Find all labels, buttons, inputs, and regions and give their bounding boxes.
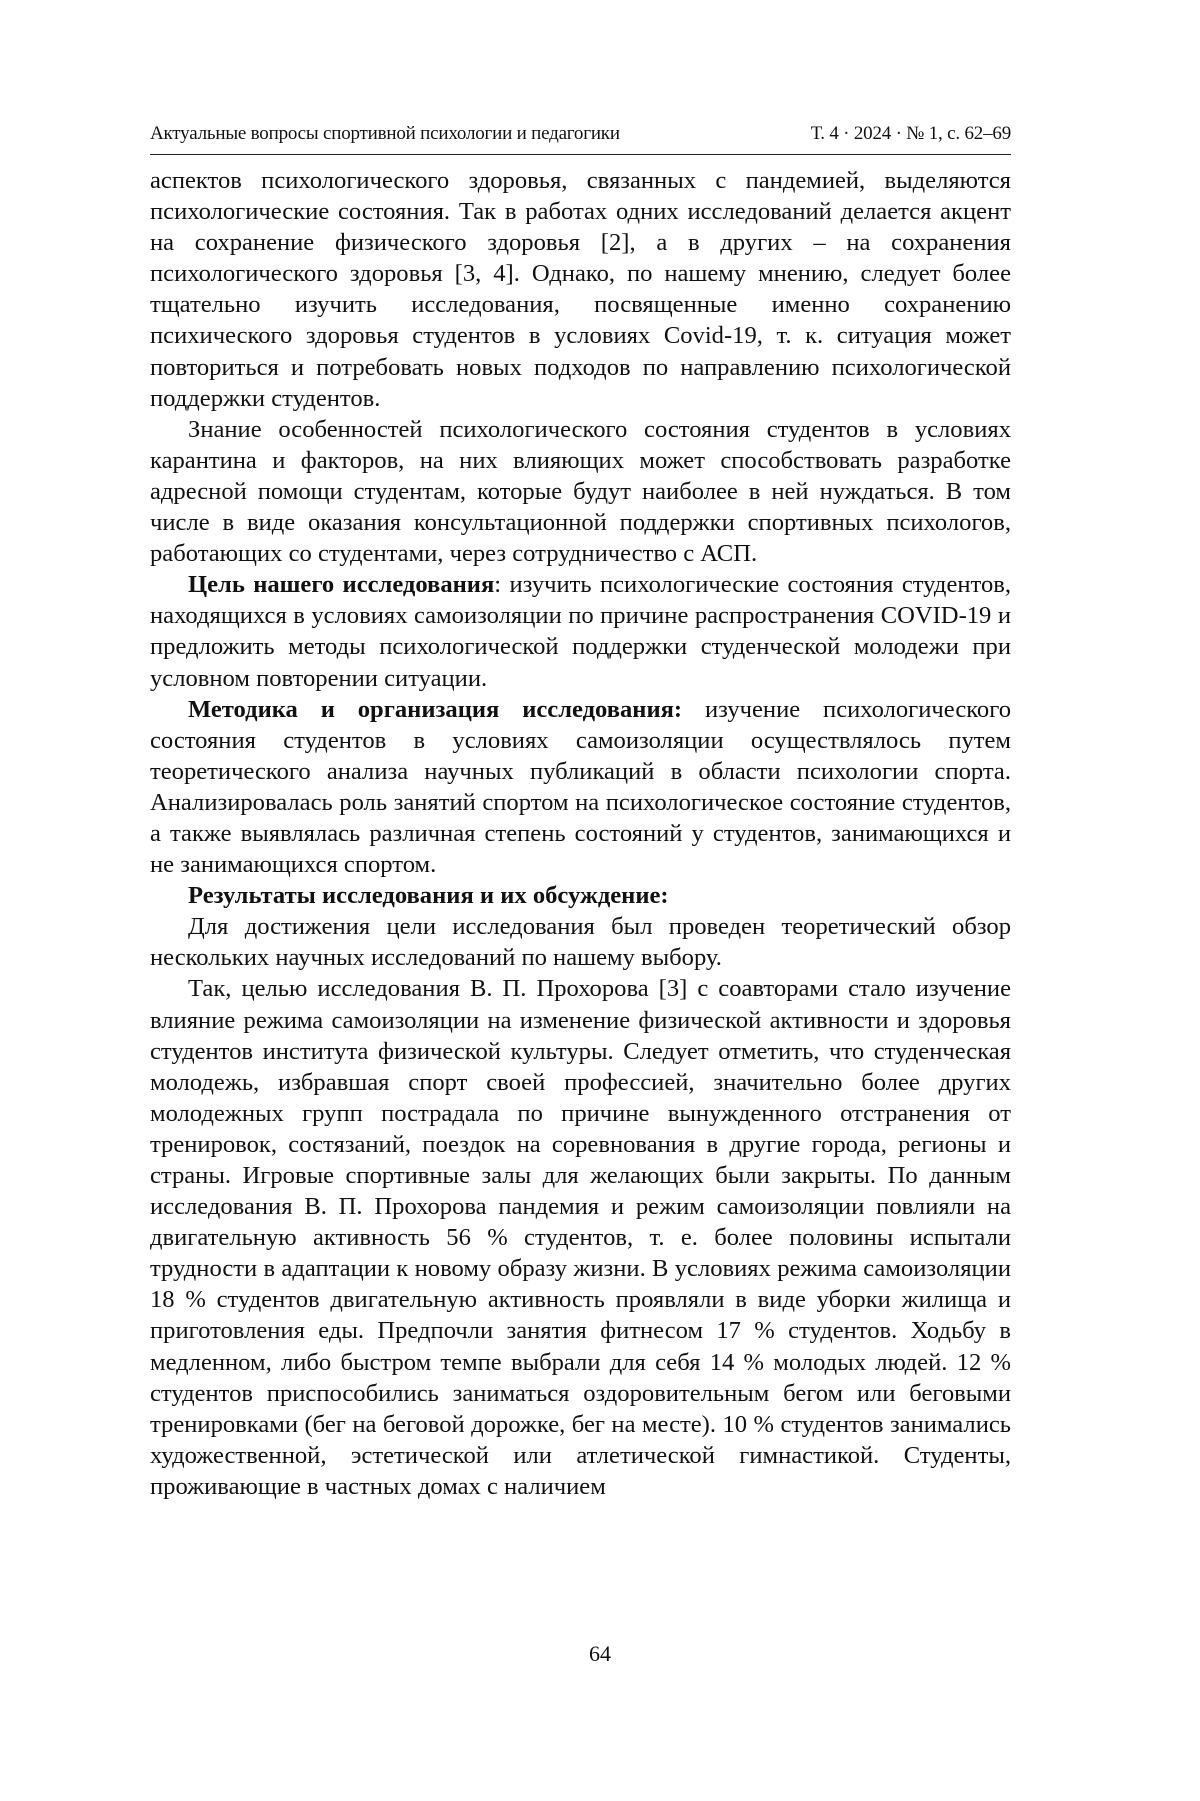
section-heading-results: Результаты исследования и их обсуждение: (188, 882, 669, 910)
paragraph-results-heading (150, 880, 1011, 911)
paragraph-text: : изучить психологические состояния студентов, находящихся в условиях самоизоляции по причине распространения COVID-19 и предложить методы психологической поддержки студенческой молодежи при условном повторении ситуации. (150, 571, 1012, 692)
paragraph (150, 973, 1011, 1502)
section-heading-goal: Цель нашего исследования (188, 571, 495, 599)
paragraph-text: Знание особенностей психологического состояния студентов в условиях карантина и факторов, на них влияющих может способствовать разработке адресной помощи студентам, которые будут наиболее в ней нуждаться. В том числе в виде оказания консультационной поддержки спортивных психологов, работающих со студентами, через сотрудничество с АСП. (150, 415, 1011, 568)
running-header (150, 122, 1011, 155)
paragraph-text: изучение психологического состояния студентов в условиях самоизоляции осуществлялось путем теоретического анализа научных публикаций в области психологии спорта. Анализировалась роль занятий спортом на психологическое состояние студентов, а также выявлялась различная степень состояний у студентов, занимающихся и не занимающихся спортом. (150, 695, 1012, 879)
paragraph-text: Для достижения цели исследования был проведен теоретический обзор нескольких научных исследований по нашему выбору. (150, 913, 1011, 972)
journal-title: Актуальные вопросы спортивной психологии и педагогики (150, 123, 620, 144)
section-heading-methods: Методика и организация исследования: (188, 695, 683, 723)
page-number: 64 (589, 1641, 611, 1666)
paragraph-continuation (150, 165, 1011, 414)
paragraph-methods (150, 694, 1011, 881)
paragraph-text: Так, целью исследования В. П. Прохорова [3] с соавторами стало изучение влияние режима самоизоляции на изменение физической активности и здоровья студентов института физической культуры. Следует отметить, что студенческая молодежь, избравшая спорт своей профессией, значительно более других молодежных групп пострадала по причине вынужденного отстранения от тренировок, состязаний, поездок на соревнования в другие города, регионы и страны. Игровые спортивные залы для желающих были закрыты. По данным исследования В. П. Прохорова пандемия и режим самоизоляции повлияли на двигательную активность 56 % студентов, т. е. более половины испытали трудности в адаптации к новому образу жизни. В условиях режима самоизоляции 18 % студентов двигательную активность проявляли в виде уборки жилища и приготовления еды. Предпочли занятия фитнесом 17 % студентов. Ходьбу в медленном, либо быстром темпе выбрали для себя 14 % молодых людей. 12 % студентов приспособились заниматься оздоровительным бегом или беговыми тренировками (бег на беговой дорожке, бег на месте). 10 % студентов занимались художественной, эстетической или атлетической гимнастикой. Студенты, проживающие в частных домах с наличием (150, 975, 1011, 1500)
paragraph (150, 911, 1011, 973)
paragraph (150, 414, 1011, 569)
article-body (150, 165, 1011, 1502)
issue-info: Т. 4 · 2024 · № 1, с. 62–69 (810, 123, 1011, 144)
journal-page (150, 122, 1011, 1502)
paragraph-text: аспектов психологического здоровья, связанных с пандемией, выделяются психологические состояния. Так в работах одних исследований делается акцент на сохранение физического здоровья [2], а в других – на сохранения психологического здоровья [3, 4]. Однако, по нашему мнению, следует более тщательно изучить исследования, посвященные именно сохранению психического здоровья студентов в условиях Covid-19, т. к. ситуация может повториться и потребовать новых подходов по направлению психологической поддержки студентов. (150, 167, 1011, 412)
paragraph-goal (150, 569, 1011, 693)
